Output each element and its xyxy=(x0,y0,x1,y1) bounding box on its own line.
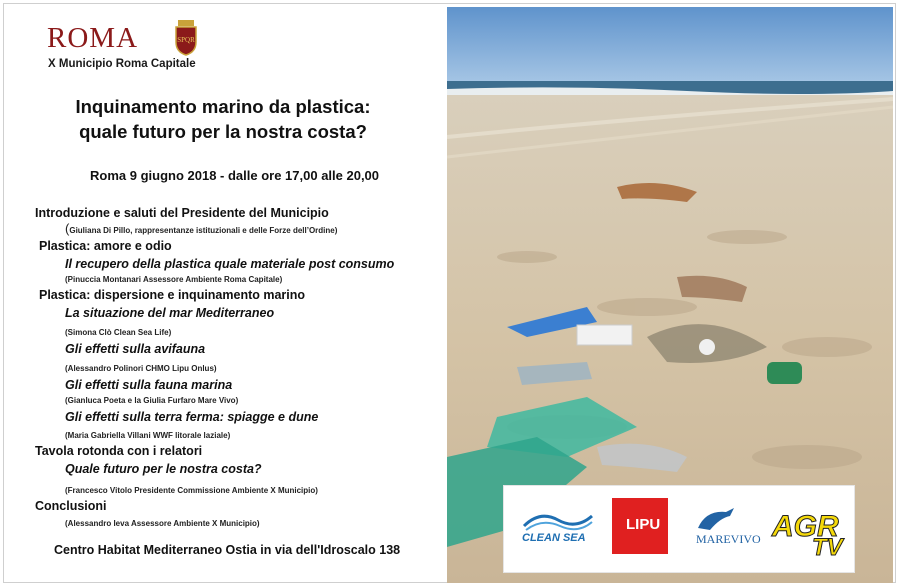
speaker-note: (Gianluca Poeta e la Giulia Furfaro Mare Vivo) xyxy=(65,396,239,405)
title-line-2: quale futuro per la nostra costa? xyxy=(79,121,367,142)
section-heading: Plastica: amore e odio xyxy=(39,239,172,253)
speaker-note: (Pinuccia Montanari Assessore Ambiente Roma Capitale) xyxy=(65,275,283,284)
speaker-note: (Alessandro Polinori CHMO Lipu Onlus) xyxy=(65,364,217,373)
roma-logo-text: ROMA xyxy=(47,22,139,54)
speaker-note: (Simona Clò Clean Sea Life) xyxy=(65,328,172,337)
speaker-note: (Giuliana Di Pillo, rappresentanze istituzionali e delle Forze dell’Ordine) xyxy=(65,221,338,236)
marevivo-logo xyxy=(696,506,776,552)
municipio-label: X Municipio Roma Capitale xyxy=(48,58,196,70)
wave-icon xyxy=(522,508,594,532)
dolphin-icon xyxy=(696,506,736,532)
talk-title: Quale futuro per le nostra costa? xyxy=(65,462,262,476)
program xyxy=(35,205,440,531)
marevivo-text: MAREVIVO xyxy=(696,532,761,546)
talk-title: Gli effetti sulla terra ferma: spiagge e dune xyxy=(65,410,319,424)
title-line-1: Inquinamento marino da plastica: xyxy=(75,96,371,117)
talk-title: Gli effetti sulla fauna marina xyxy=(65,378,233,392)
svg-text:SPQR: SPQR xyxy=(177,36,195,44)
speaker-note: (Alessandro Ieva Assessore Ambiente X Municipio) xyxy=(65,519,260,528)
agr-tv-logo xyxy=(772,510,856,562)
section-heading: Tavola rotonda con i relatori xyxy=(35,444,203,458)
clean-sea-text: CLEAN SEA xyxy=(522,532,586,544)
lipu-text: LIPU xyxy=(626,516,661,533)
speaker-note: (Francesco Vitolo Presidente Commissione Ambiente X Municipio) xyxy=(65,486,318,495)
sponsor-logos-panel xyxy=(503,485,855,573)
section-heading: Plastica: dispersione e inquinamento marino xyxy=(39,288,306,302)
event-date: Roma 9 giugno 2018 - dalle ore 17,00 alle 20,00 xyxy=(90,168,380,183)
flyer-text-panel xyxy=(0,0,446,586)
speaker-note: (Maria Gabriella Villani WWF litorale laziale) xyxy=(65,431,231,440)
talk-title: Gli effetti sulla avifauna xyxy=(65,342,206,356)
event-title xyxy=(0,94,446,144)
lipu-logo xyxy=(612,498,668,554)
agr-text: AGR xyxy=(772,510,839,543)
talk-title: La situazione del mar Mediterraneo xyxy=(65,306,275,320)
section-heading: Conclusioni xyxy=(35,499,107,513)
section-heading: Introduzione e saluti del Presidente del Municipio xyxy=(35,206,329,220)
clean-sea-logo xyxy=(522,508,594,548)
roma-crest-icon xyxy=(172,20,200,56)
intro-note-text: Giuliana Di Pillo, rappresentanze istituzionali e delle Forze dell’Ordine) xyxy=(69,226,338,235)
talk-title: Il recupero della plastica quale materiale post consumo xyxy=(65,257,395,271)
venue-address: Centro Habitat Mediterraneo Ostia in via dell'Idroscalo 138 xyxy=(54,543,401,557)
tv-text: TV xyxy=(812,534,843,561)
